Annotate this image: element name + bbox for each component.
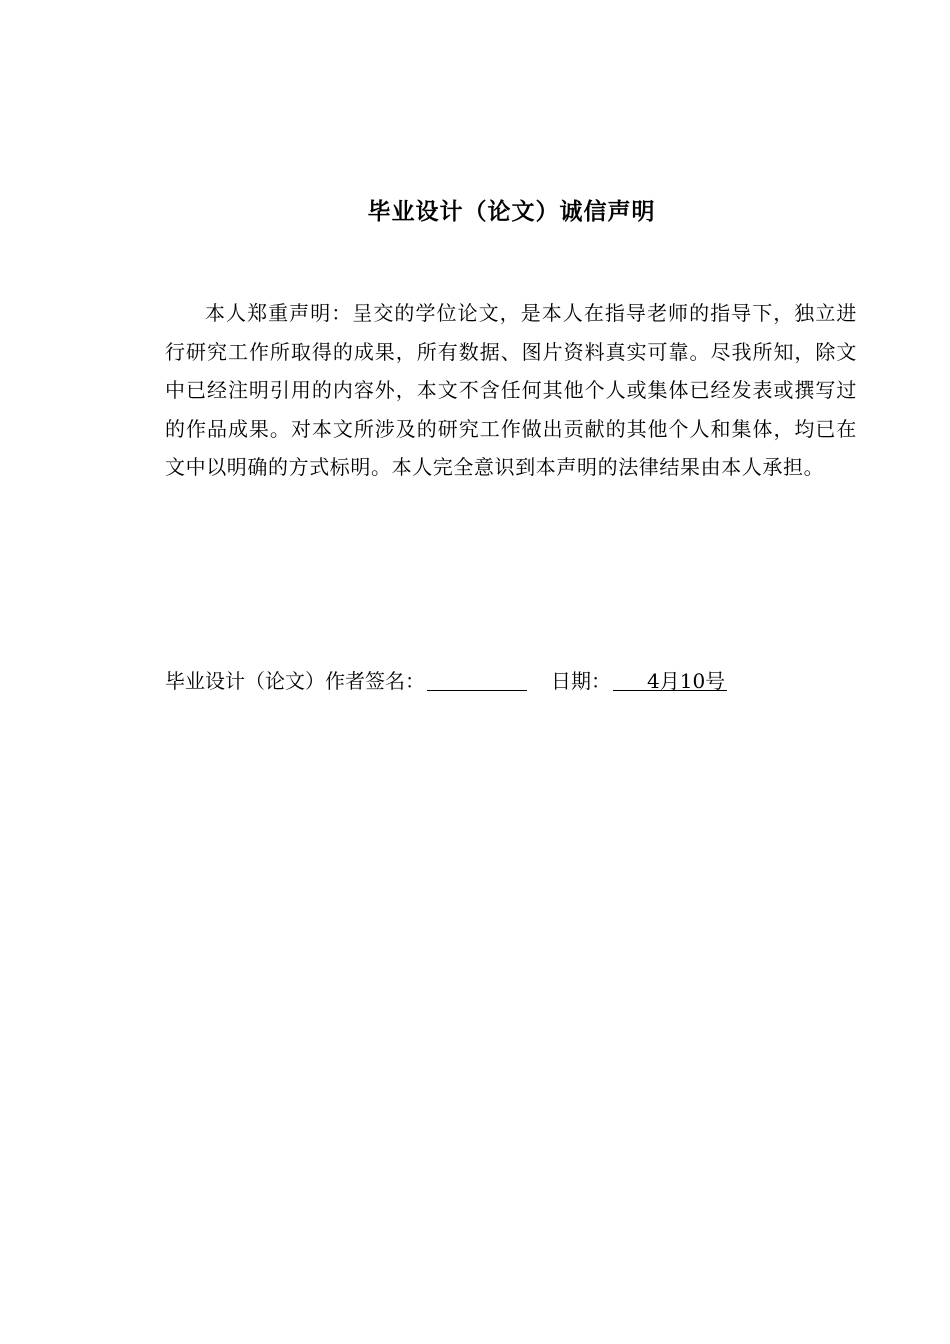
- page-title: 毕业设计（论文）诚信声明: [367, 199, 656, 225]
- date-value: 4月10号: [613, 664, 727, 691]
- signature-label: 毕业设计（论文）作者签名：: [165, 669, 425, 693]
- signature-row: [165, 664, 727, 698]
- date-label: 日期：: [551, 669, 611, 693]
- signature-field: [427, 664, 527, 691]
- declaration-paragraph: 本人郑重声明：呈交的学位论文，是本人在指导老师的指导下，独立进行研究工作所取得的成果，所有数据、图片资料真实可靠。尽我所知，除文中已经注明引用的内容外，本文不含任何其他个人或集体已经发表或撰写过的作品成果。对本文所涉及的研究工作做出贡献的其他个人和集体，均已在文中以明确的方式标明。本人完全意识到本声明的法律结果由本人承担。: [165, 301, 857, 479]
